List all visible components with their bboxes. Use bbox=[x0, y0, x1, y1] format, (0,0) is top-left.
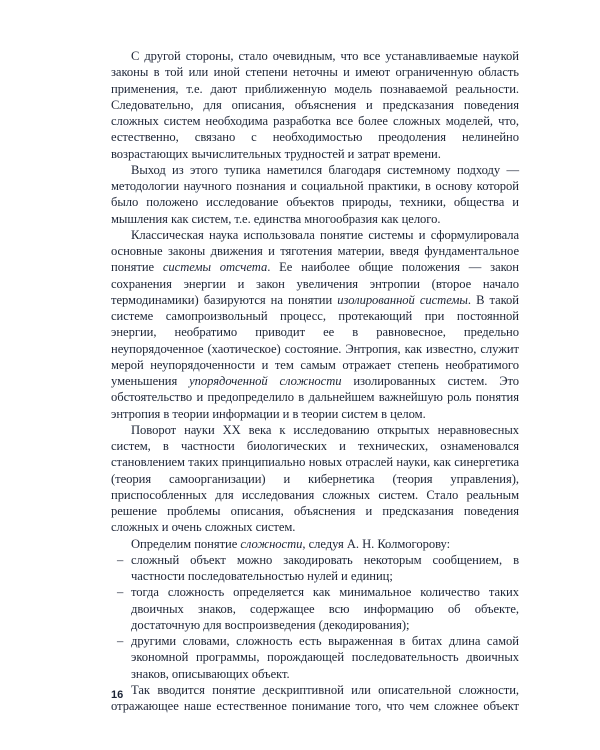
body-text bbox=[111, 48, 519, 714]
paragraph-4: Поворот науки XX века к исследованию открытых неравновесных систем, в частности биологических и технических, ознаменовался становлением таких принципиально новых отраслей науки, как синергетика (теория самоорганизации) и кибернетика (теория управления), приспособленных для исследования сложных систем. Стало реальным решение проблемы описания, объяснения и предсказания поведения сложных и очень сложных систем. bbox=[111, 422, 519, 535]
paragraph-2: Выход из этого тупика наметился благодаря системному подходу — методологии научного познания и социальной практики, в основу которой было положено исследование объектов природы, техники, общества и мышления как систем, т.е. единства многообразия как целого. bbox=[111, 162, 519, 226]
paragraph-5 bbox=[111, 536, 519, 552]
term-reference-system: системы отсчета bbox=[162, 260, 268, 275]
list-item-text: сложный объект можно закодировать некоторым сообщением, в частности последовательностью нулей и единиц; bbox=[131, 552, 519, 583]
paragraph-5-text-1: Определим понятие bbox=[131, 536, 241, 551]
term-isolated-system: изолированной системы bbox=[337, 292, 468, 307]
list-item bbox=[111, 584, 519, 633]
paragraph-1: С другой стороны, стало очевидным, что все устанавливаемые наукой законы в той или иной степени неточны и имеют ограниченную область применения, т.е. дают приближенную модель познаваемой реальности. Следовательно, для описания, объяснения и предсказания поведения сложных систем необходима разработка все более сложных моделей, что, естественно, связано с необходимостью преодоления нелинейно возрастающих вычислительных трудностей и затрат времени. bbox=[111, 49, 519, 161]
paragraph-5-text-2: , следуя А. Н. Колмогорову: bbox=[302, 536, 451, 551]
list-item-text: тогда сложность определяется как минимальное количество таких двоичных знаков, содержащее всю информацию об объекте, достаточную для воспроизведения (декодирования); bbox=[131, 585, 519, 632]
term-complexity: сложности bbox=[240, 536, 303, 551]
dash-bullet: – bbox=[117, 634, 124, 648]
paragraph-3-text-3: . В такой системе самопроизвольный процесс, протекающий при постоянной энергии, необратимо приводит ее в равновесное, предельно неупорядоченное (хаотическое) состояние. Энтропия, как известно, служит мерой неупорядоченности и тем самым отражает степень необратимого уменьшения bbox=[111, 292, 519, 388]
paragraph-3-text-4: изолированных систем. Это обстоятельство и предопределило в дальнейшем важнейшую роль понятия энтропия в теории информации и в теории систем в целом. bbox=[111, 374, 519, 421]
dash-bullet: – bbox=[117, 552, 124, 567]
term-ordered-complexity: упорядоченной сложности bbox=[189, 374, 342, 388]
list-item bbox=[111, 633, 519, 682]
paragraph-3 bbox=[111, 227, 519, 422]
paragraph-3-text-2: . Ее наиболее общие положения — закон сохранения энергии и закон увеличения энтропии (второе начало термодинамики) базируются на понятии bbox=[111, 260, 519, 307]
dash-bullet: – bbox=[117, 585, 124, 600]
list-item-text: другими словами, сложность есть выраженная в битах длина самой экономной программы, порождающей последовательность двоичных знаков, описывающих объект. bbox=[131, 634, 519, 681]
page-number: 16 bbox=[111, 689, 124, 701]
paragraph-6: Так вводится понятие дескриптивной или описательной сложности, отражающее наше естественное понимание того, что чем сложнее объект bbox=[111, 682, 519, 713]
paragraph-3-text-1: Классическая наука использовала понятие системы и сформулировала основные законы движения и тяготения материи, введя фундаментальное понятие bbox=[111, 227, 519, 275]
list-item bbox=[111, 552, 519, 585]
definition-list bbox=[111, 552, 519, 682]
